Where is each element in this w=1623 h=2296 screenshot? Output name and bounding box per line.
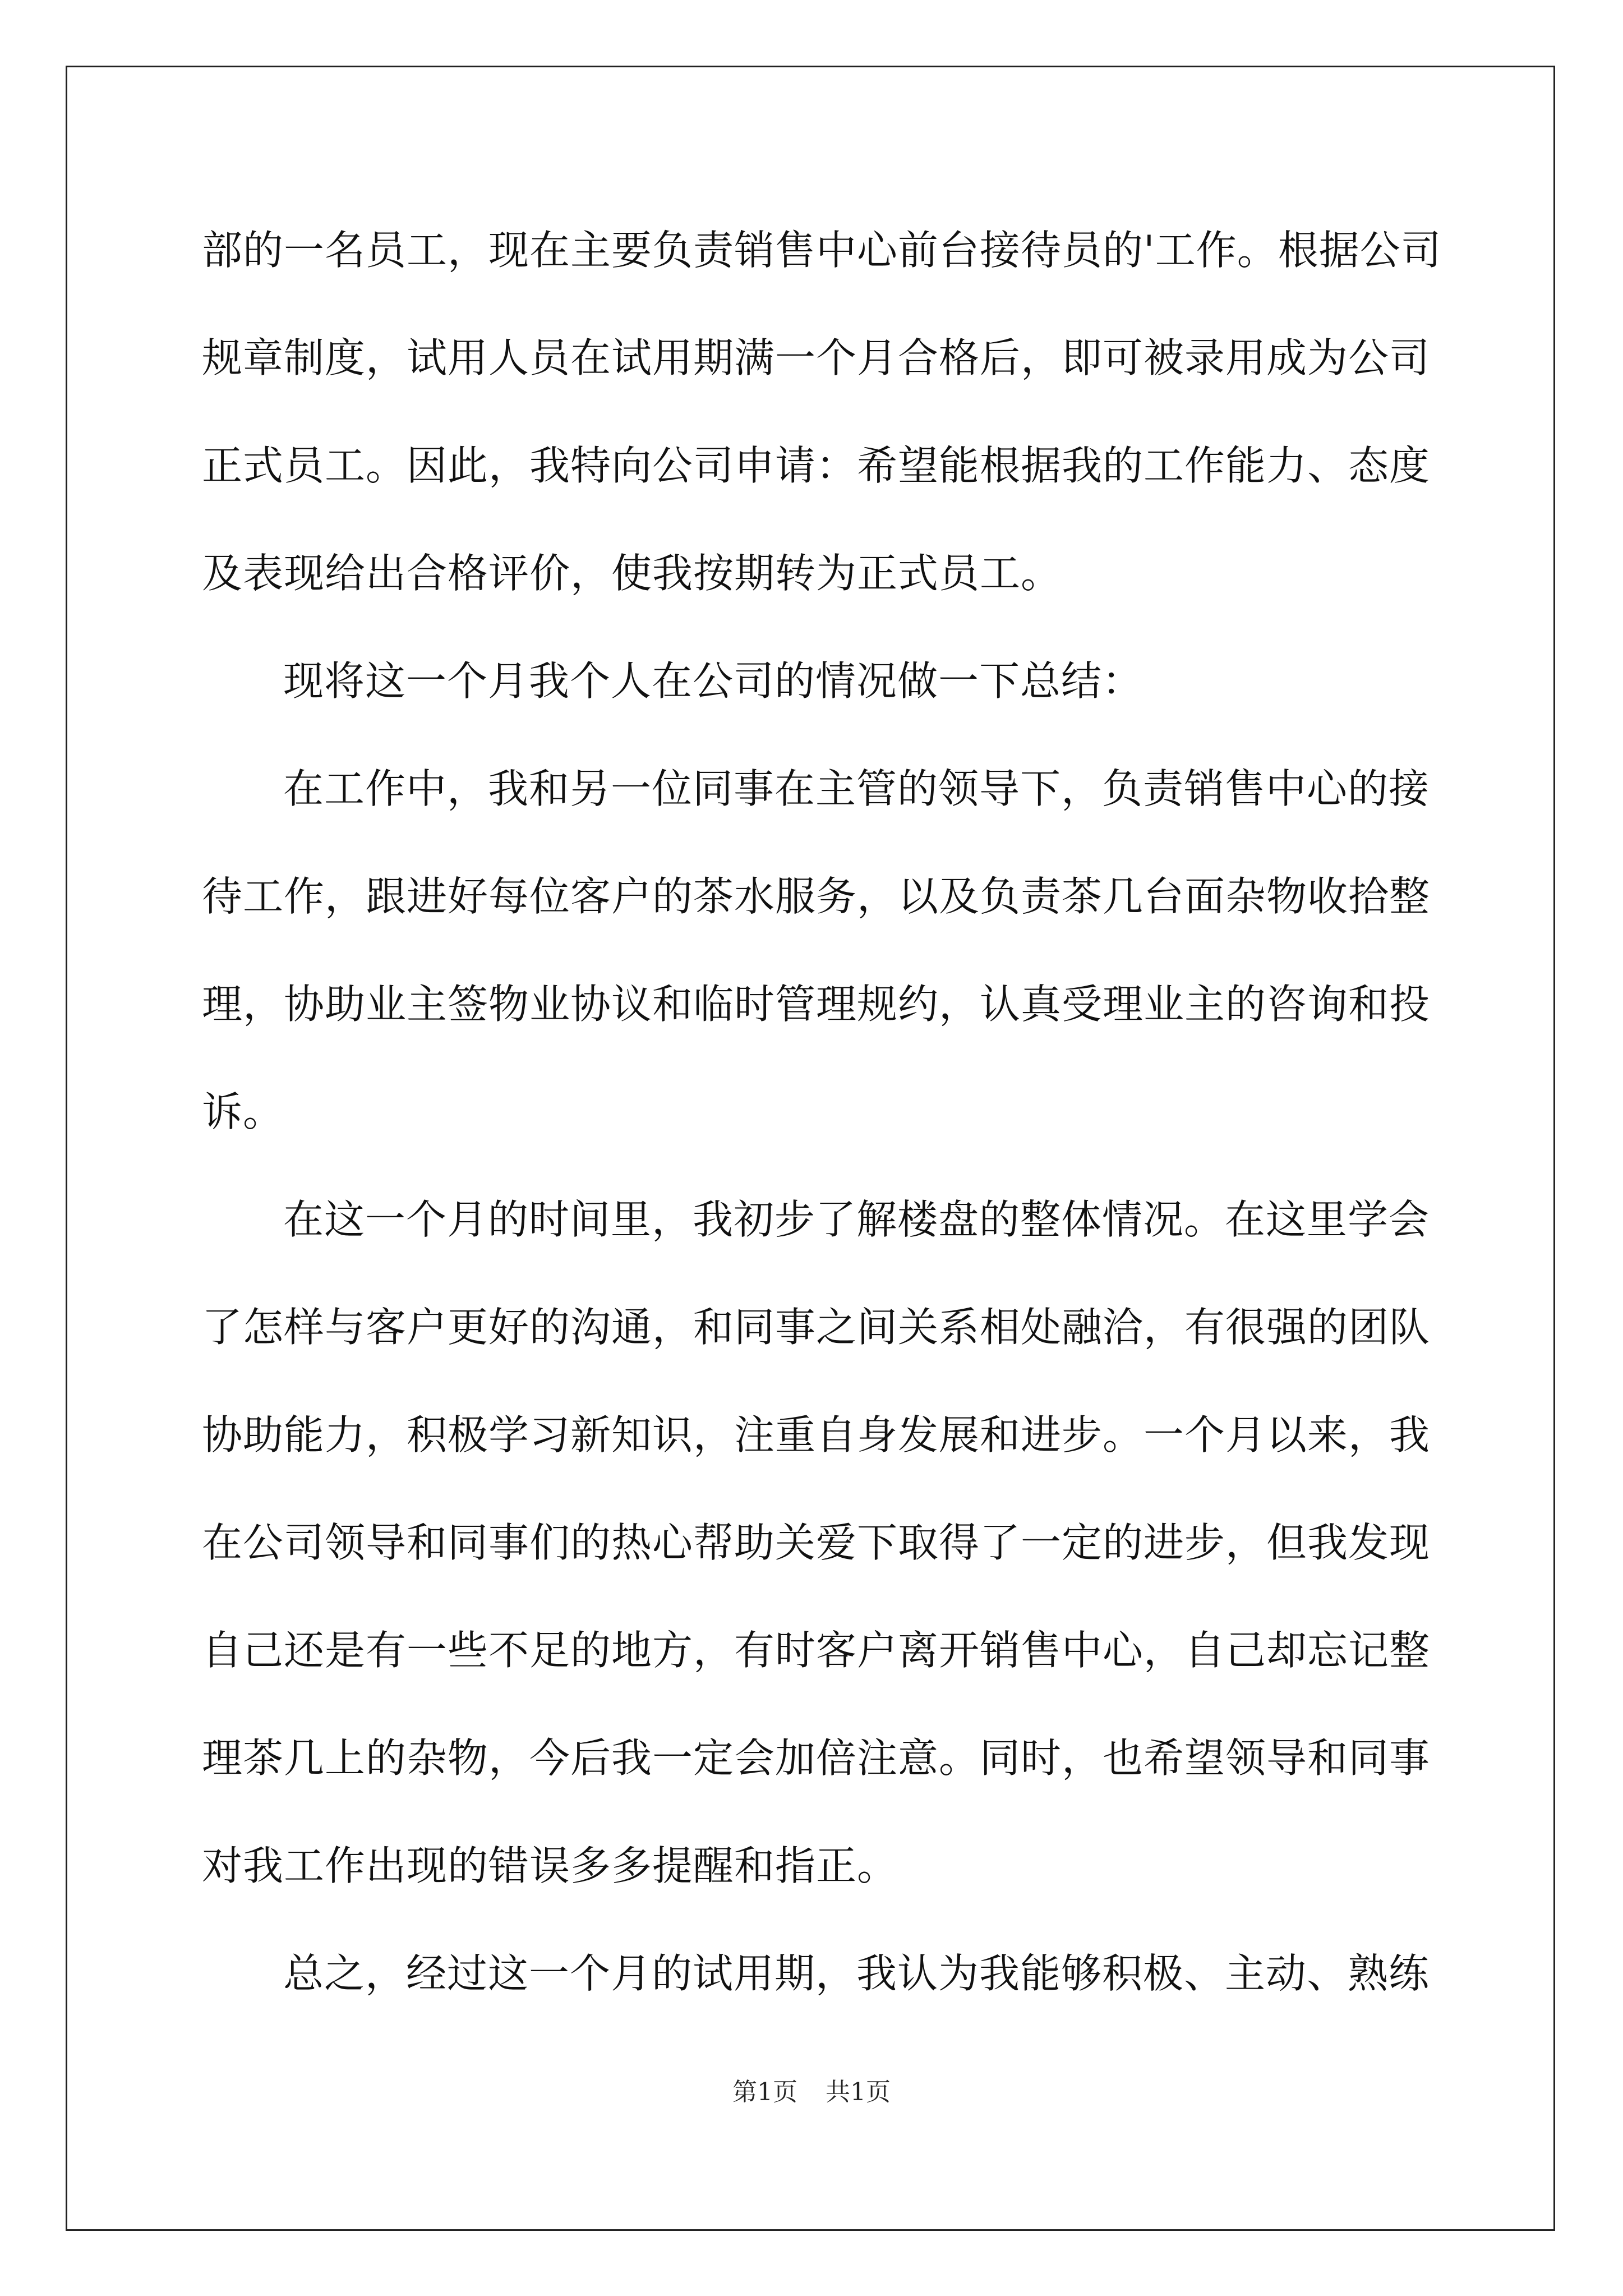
text-line: 理茶几上的杂物，今后我一定会加倍注意。同时，也希望领导和同事 bbox=[202, 1734, 1431, 1782]
text-line: 规章制度，试用人员在试用期满一个月合格后，即可被录用成为公司 bbox=[202, 334, 1431, 381]
page-number-current: 第1页 bbox=[732, 2078, 797, 2106]
text-line: 在公司领导和同事们的热心帮助关爱下取得了一定的进步，但我发现 bbox=[202, 1519, 1431, 1566]
text-line: 现将这一个月我个人在公司的情况做一下总结： bbox=[283, 657, 1144, 705]
text-line: 及表现给出合格评价，使我按期转为正式员工。 bbox=[202, 550, 1062, 597]
page-number-total: 共1页 bbox=[826, 2078, 891, 2106]
page-border bbox=[66, 66, 1555, 2231]
page-footer bbox=[0, 2076, 1623, 2109]
text-line: 待工作，跟进好每位客户的茶水服务，以及负责茶几台面杂物收拾整 bbox=[202, 873, 1431, 920]
text-line: 在工作中，我和另一位同事在主管的领导下，负责销售中心的接 bbox=[283, 765, 1430, 812]
text-line: 对我工作出现的错误多多提醒和指正。 bbox=[202, 1842, 898, 1889]
text-line: 诉。 bbox=[202, 1088, 284, 1135]
text-line: 理，协助业主签物业协议和临时管理规约，认真受理业主的咨询和投 bbox=[202, 981, 1431, 1028]
text-line: 部的一名员工，现在主要负责销售中心前台接待员的'工作。根据公司 bbox=[202, 227, 1442, 274]
text-line: 在这一个月的时间里，我初步了解楼盘的整体情况。在这里学会 bbox=[283, 1196, 1430, 1243]
text-line: 了怎样与客户更好的沟通，和同事之间关系相处融洽，有很强的团队 bbox=[202, 1304, 1431, 1351]
text-line: 总之，经过这一个月的试用期，我认为我能够积极、主动、熟练 bbox=[283, 1950, 1430, 1997]
text-line: 自己还是有一些不足的地方，有时客户离开销售中心，自己却忘记整 bbox=[202, 1627, 1431, 1674]
text-line: 正式员工。因此，我特向公司申请：希望能根据我的工作能力、态度 bbox=[202, 442, 1431, 489]
text-line: 协助能力，积极学习新知识，注重自身发展和进步。一个月以来，我 bbox=[202, 1411, 1431, 1458]
